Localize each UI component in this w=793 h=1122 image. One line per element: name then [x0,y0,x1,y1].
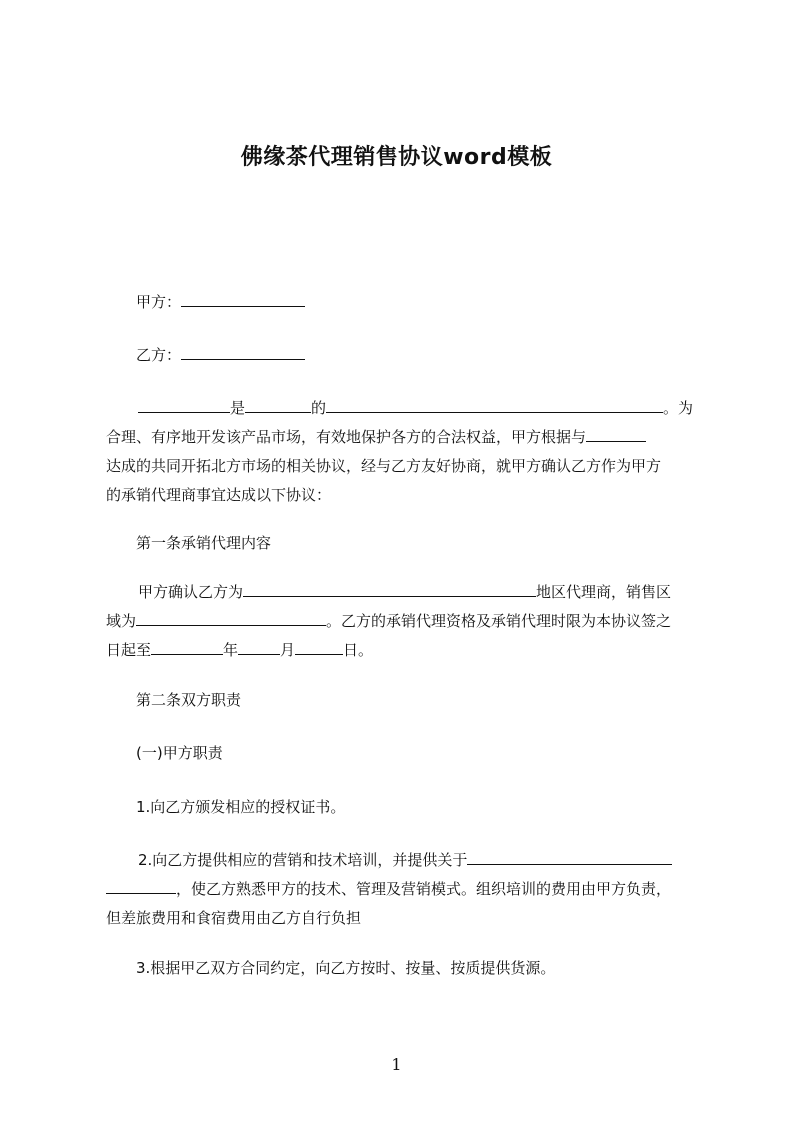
duty-item-2-line-3: 但差旅费用和食宿费用由乙方自行负担 [106,909,362,927]
blank [136,611,326,626]
article-2-heading: 第二条双方职责 [136,691,242,709]
party-a-line [136,292,305,312]
duty-item-2 [106,846,706,933]
intro-line-4: 的承销代理商事宜达成以下协议： [106,486,332,504]
duty-item-2-line-1: 2.向乙方提供相应的营销和技术培训，并提供关于 [106,846,706,875]
intro-line-1: 是 的 。为 [106,394,706,423]
party-b-label: 乙方： [136,346,182,364]
article-1-line-2: 域为 。乙方的承销代理资格及承销代理时限为本协议签之 [106,612,672,630]
party-b-line [136,345,305,365]
blank [586,427,646,442]
blank [106,879,176,894]
intro-line-2: 合理、有序地开发该产品市场，有效地保护各方的合法权益，甲方根据与 [106,423,706,452]
blank [245,398,311,413]
blank [326,398,663,413]
duty-item-1: 1.向乙方颁发相应的授权证书。 [136,798,346,816]
party-a-label: 甲方： [136,293,182,311]
intro-paragraph [106,394,706,510]
blank [138,398,230,413]
party-a-blank [181,292,305,307]
page-number: 1 [391,1055,402,1074]
blank [151,640,223,655]
duty-item-3: 3.根据甲乙双方合同约定，向乙方按时、按量、按质提供货源。 [136,959,556,977]
blank [238,640,280,655]
party-b-blank [181,345,305,360]
party-a-duties-heading: (一)甲方职责 [136,744,223,762]
article-1-line-3: 日起至 年 月 日。 [106,641,374,659]
article-1-line-1: 甲方确认乙方为 地区代理商，销售区 [138,583,672,601]
blank [243,582,536,597]
article-1-heading: 第一条承销代理内容 [136,534,272,552]
intro-line-3: 达成的共同开拓北方市场的相关协议，经与乙方友好协商，就甲方确认乙方作为甲方 [106,457,662,475]
article-1-paragraph [106,578,706,665]
blank [467,850,672,865]
document-title: 佛缘茶代理销售协议word模板 [240,145,553,170]
blank [295,640,343,655]
duty-item-2-line-2: ，使乙方熟悉甲方的技术、管理及营销模式。组织培训的费用由甲方负责， [106,875,706,904]
